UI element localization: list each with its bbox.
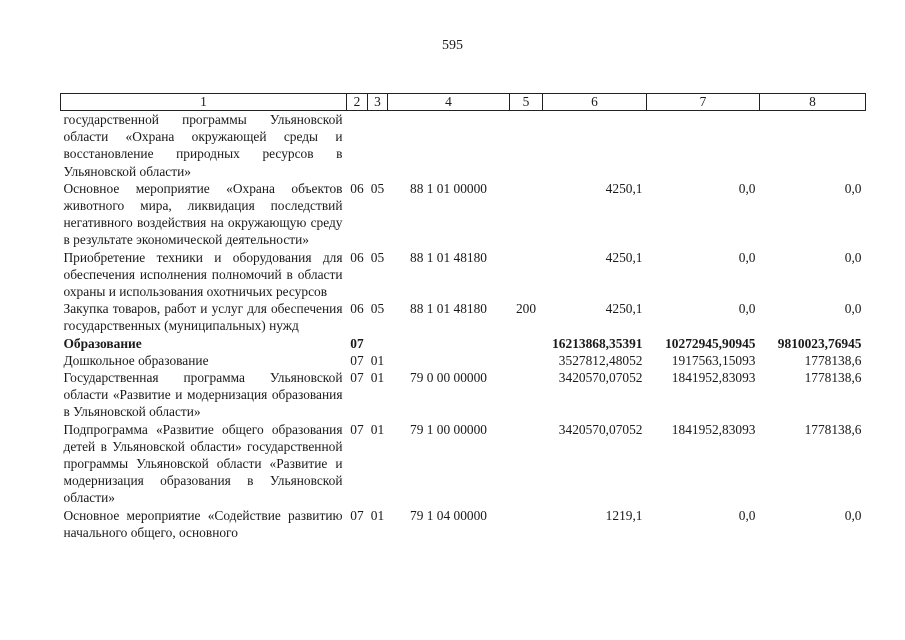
row-value-col8: 1778138,6 <box>804 421 862 437</box>
column-number-header <box>61 94 866 111</box>
row-expense-type <box>510 369 543 421</box>
table-row <box>61 249 866 301</box>
row-name: Основное мероприятие «Содействие развитию начального общего, основного <box>63 507 343 540</box>
row-subsection <box>368 335 388 352</box>
row-subsection: 01 <box>370 352 385 368</box>
row-target-article: 79 0 00 00000 <box>410 370 487 386</box>
col-header-5: 5 <box>510 94 543 111</box>
row-value-col7: 0,0 <box>738 507 756 523</box>
row-value-col6: 4250,1 <box>605 301 643 317</box>
row-section: 07 <box>350 507 364 523</box>
row-expense-type <box>510 335 543 352</box>
row-value-col8: 1778138,6 <box>804 352 862 368</box>
row-section: 07 <box>350 421 364 437</box>
table-row-section-total <box>61 335 866 352</box>
row-value-col8: 0,0 <box>844 180 862 196</box>
row-value-col8: 0,0 <box>844 249 862 265</box>
row-value-col6 <box>543 111 647 180</box>
row-value-col6: 4250,1 <box>605 249 643 265</box>
row-section <box>347 111 368 180</box>
col-header-7: 7 <box>647 94 760 111</box>
row-name: Подпрограмма «Развитие общего образования детей в Ульяновской области» государственной программы Ульяновской области «Развитие и модернизация образования в Ульяновской области» <box>63 421 343 506</box>
row-name: Государственная программа Ульяновской области «Развитие и модернизация образования в Ульяновской области» <box>63 370 343 420</box>
row-value-col8 <box>760 111 866 180</box>
row-value-col6: 3527812,48052 <box>558 352 643 368</box>
row-target-article: 79 1 00 00000 <box>410 421 487 437</box>
row-target-article: 79 1 04 00000 <box>410 507 487 523</box>
table-row <box>61 111 866 180</box>
row-section: 07 <box>350 352 364 368</box>
row-section: 06 <box>350 180 364 196</box>
row-target-article <box>388 335 510 352</box>
table-row <box>61 421 866 507</box>
row-value-col7 <box>647 111 760 180</box>
table-row <box>61 300 866 334</box>
row-value-col7: 1841952,83093 <box>671 370 756 386</box>
row-target-article: 88 1 01 48180 <box>410 301 487 317</box>
row-name: Образование <box>63 335 142 351</box>
row-value-col8: 0,0 <box>844 301 862 317</box>
table-row <box>61 180 866 249</box>
row-name: Дошкольное образование <box>63 352 209 368</box>
col-header-6: 6 <box>543 94 647 111</box>
row-section: 07 <box>350 370 364 386</box>
row-expense-type <box>510 421 543 507</box>
col-header-4: 4 <box>388 94 510 111</box>
row-section: 07 <box>350 335 364 351</box>
row-expense-type <box>510 507 543 541</box>
row-subsection: 01 <box>370 370 385 386</box>
row-name: Приобретение техники и оборудования для обеспечения исполнения полномочий в области охраны и использования охотничьих ресурсов <box>63 249 343 300</box>
row-value-col6: 1219,1 <box>605 507 643 523</box>
row-target-article <box>388 111 510 180</box>
col-header-1: 1 <box>61 94 347 111</box>
row-name: Закупка товаров, работ и услуг для обеспечения государственных (муниципальных) нужд <box>63 301 343 334</box>
row-value-col7: 1917563,15093 <box>671 352 756 368</box>
row-value-col7: 1841952,83093 <box>671 421 756 437</box>
row-value-col8: 9810023,76945 <box>777 335 862 351</box>
row-value-col6: 3420570,07052 <box>558 370 643 386</box>
row-target-article: 88 1 01 48180 <box>410 249 487 265</box>
table-row <box>61 507 866 541</box>
row-subsection: 05 <box>370 249 385 265</box>
row-value-col7: 0,0 <box>738 180 756 196</box>
row-section: 06 <box>350 301 364 317</box>
table-row <box>61 352 866 369</box>
row-name: Основное мероприятие «Охрана объектов животного мира, ликвидация последствий негативного воздействия на окружающую среду в результате экономической деятельности» <box>63 180 343 248</box>
row-expense-type <box>510 180 543 249</box>
col-header-8: 8 <box>760 94 866 111</box>
col-header-3: 3 <box>368 94 388 111</box>
row-subsection: 05 <box>370 180 385 196</box>
row-value-col8: 1778138,6 <box>804 370 862 386</box>
row-expense-type <box>510 352 543 369</box>
row-expense-type: 200 <box>515 301 537 317</box>
budget-table <box>60 93 866 541</box>
page-number: 595 <box>442 38 463 53</box>
row-subsection: 01 <box>370 507 385 523</box>
row-subsection: 05 <box>370 301 385 317</box>
row-value-col7: 0,0 <box>738 301 756 317</box>
row-subsection <box>368 111 388 180</box>
row-section: 06 <box>350 249 364 265</box>
row-expense-type <box>510 249 543 301</box>
row-target-article <box>388 352 510 369</box>
row-name: государственной программы Ульяновской области «Охрана окружающей среды и восстановление природных ресурсов в Ульяновской области» <box>63 112 343 179</box>
row-value-col7: 0,0 <box>738 249 756 265</box>
col-header-2: 2 <box>347 94 368 111</box>
table-row <box>61 369 866 421</box>
row-value-col7: 10272945,90945 <box>665 335 756 351</box>
row-subsection: 01 <box>370 421 385 437</box>
row-value-col6: 4250,1 <box>605 180 643 196</box>
row-expense-type <box>510 111 543 180</box>
row-value-col6: 16213868,35391 <box>552 335 643 351</box>
row-value-col8: 0,0 <box>844 507 862 523</box>
row-value-col6: 3420570,07052 <box>558 421 643 437</box>
row-target-article: 88 1 01 00000 <box>410 180 487 196</box>
